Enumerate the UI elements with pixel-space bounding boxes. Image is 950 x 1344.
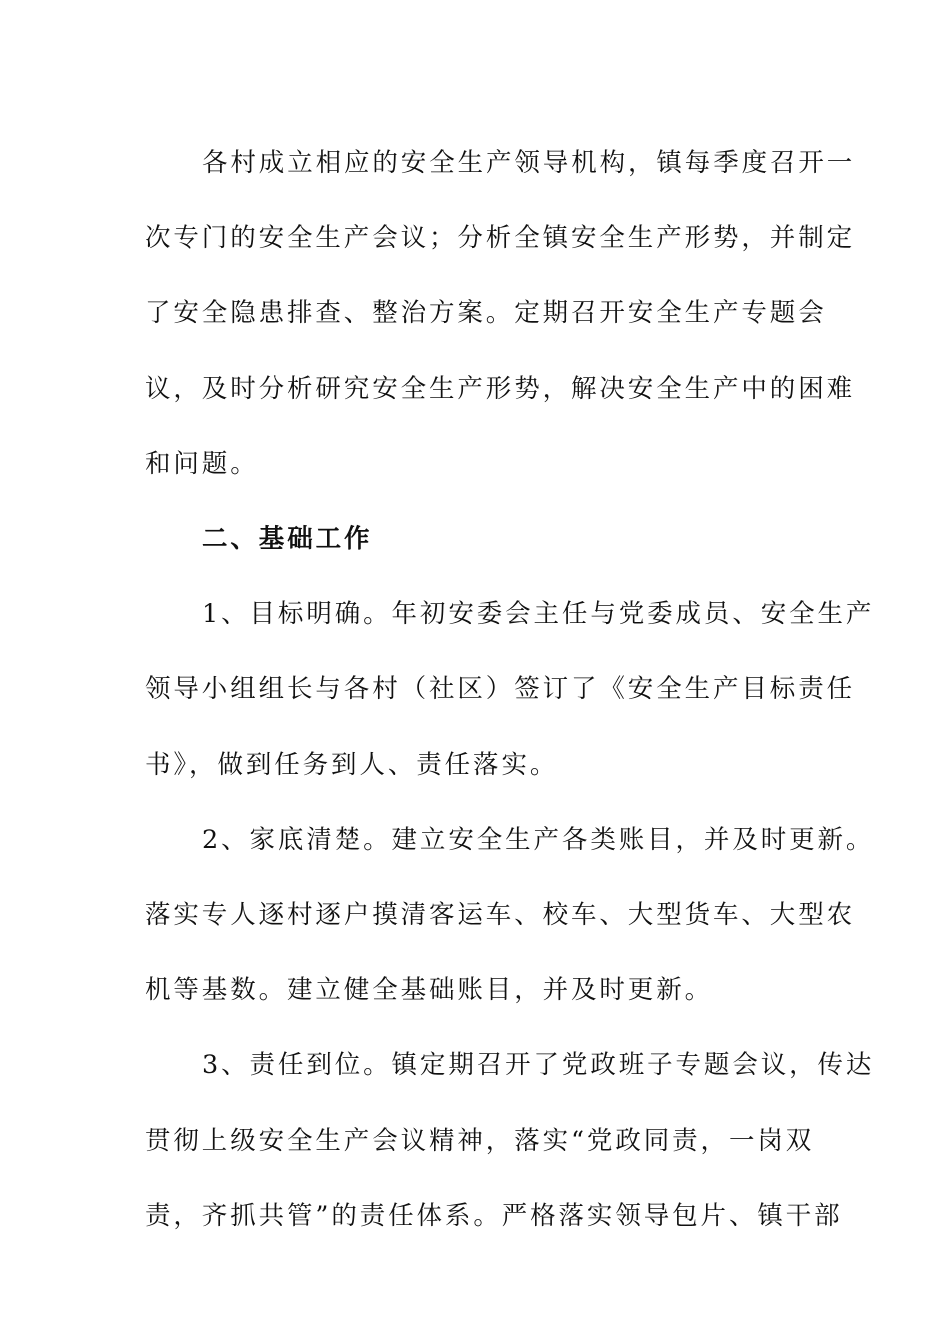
paragraph-responsibility — [145, 1028, 875, 1254]
text-line: 2、家底清楚。建立安全生产各类账目，并及时更新。 — [202, 824, 875, 855]
text-line: 落实专人逐村逐户摸清客运车、校车、大型货车、大型农 — [145, 900, 856, 931]
paragraph-records-clear — [145, 803, 875, 1029]
text-line: 机等基数。建立健全基础账目，并及时更新。 — [145, 975, 714, 1006]
text-line: 议，及时分析研究安全生产形势，解决安全生产中的困难 — [145, 373, 856, 404]
text-line: 各村成立相应的安全生产领导机构，镇每季度召开一 — [202, 148, 856, 178]
document-body — [145, 126, 875, 1254]
text-line: 3、责任到位。镇定期召开了党政班子专题会议，传达 — [202, 1050, 875, 1081]
text-line: 责，齐抓共管”的责任体系。严格落实领导包片、镇干部 — [145, 1200, 843, 1231]
text-line: 贯彻上级安全生产会议精神，落实“党政同责，一岗双 — [145, 1125, 815, 1156]
paragraph-leadership — [145, 126, 856, 502]
text-line: 书》，做到任务到人、责任落实。 — [145, 749, 559, 780]
text-line: 和问题。 — [145, 448, 259, 479]
text-line: 领导小组组长与各村（社区）签订了《安全生产目标责任 — [145, 674, 856, 705]
text-line: 了安全隐患排查、整治方案。定期召开安全生产专题会 — [145, 298, 827, 329]
section-heading-basic-work — [145, 502, 805, 577]
text-line: 1、目标明确。年初安委会主任与党委成员、安全生产 — [202, 599, 875, 630]
heading-text: 二、基础工作 — [202, 524, 373, 555]
paragraph-goal-clear — [145, 577, 875, 803]
text-line: 次专门的安全生产会议；分析全镇安全生产形势，并制定 — [145, 223, 856, 254]
